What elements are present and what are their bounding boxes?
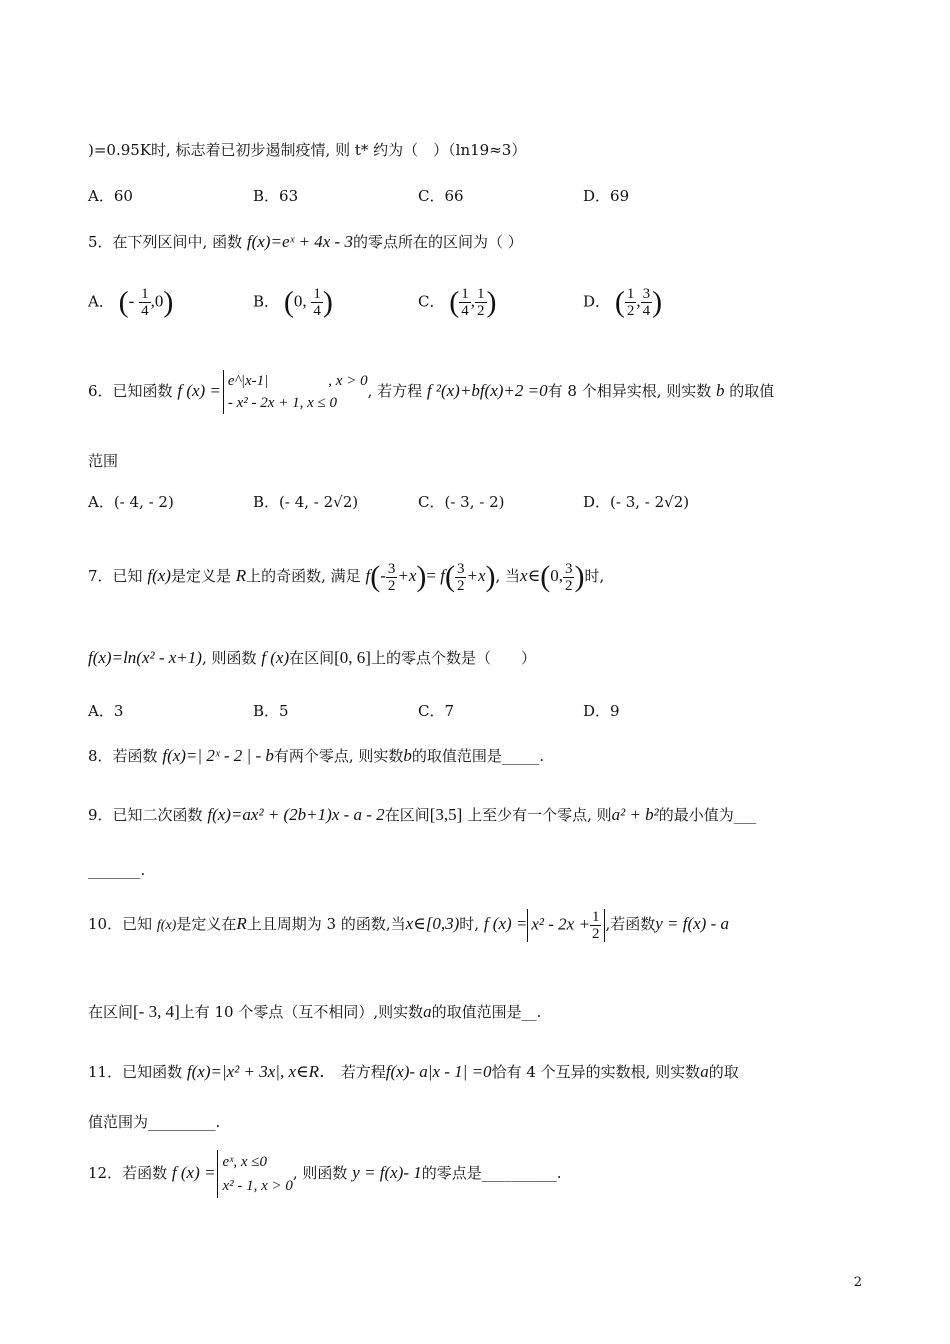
q10-number: 10． bbox=[88, 915, 123, 933]
q12-case2: x² - 1, x > 0 bbox=[222, 1178, 293, 1194]
q11-text: 已知函数 bbox=[122, 1063, 183, 1081]
q5-text: 在下列区间中, 函数 bbox=[112, 233, 243, 251]
q4-option-b: B．63 bbox=[253, 187, 299, 205]
q7-option-d: D．9 bbox=[583, 702, 620, 720]
q6-tail2: 的取值 bbox=[729, 382, 775, 400]
q10-t3: 时, bbox=[459, 915, 480, 933]
q10-f: f(x) bbox=[156, 918, 177, 933]
q7-t2: 上的奇函数, 满足 bbox=[246, 567, 361, 585]
q5-c-num1: 1 bbox=[461, 286, 469, 302]
q9-number: 9． bbox=[88, 806, 113, 824]
q5-d-num1: 1 bbox=[626, 286, 635, 302]
q9-expr: a² + b² bbox=[611, 805, 659, 824]
q5-b-den: 4 bbox=[313, 303, 321, 319]
q5-a-lp: - bbox=[128, 291, 135, 311]
q7-line2d: 上的零点个数是（ ） bbox=[370, 649, 536, 667]
q7-number: 7． bbox=[88, 567, 113, 585]
q9-tail2: 的最小值为___ bbox=[658, 806, 757, 824]
q5-option-a: A． (- $\frac{1}{4}$ ,0) bbox=[88, 285, 174, 319]
q5-d-label: D． bbox=[583, 292, 611, 311]
q7-text: 已知 bbox=[112, 567, 143, 585]
q6-tail: 有 8 个相异实根, 则实数 bbox=[547, 382, 712, 400]
q10-t2: 上且周期为 3 的函数,当 bbox=[246, 915, 406, 933]
q7-func: f(x)=ln(x² - x+1) bbox=[88, 648, 202, 667]
q10-interval: [- 3, 4] bbox=[133, 1002, 180, 1021]
q8-number: 8． bbox=[88, 747, 113, 765]
q12-text: 若函数 bbox=[122, 1164, 168, 1182]
q10-var-a: a bbox=[423, 1002, 432, 1021]
q8-tail: 有两个零点, 则实数 bbox=[273, 747, 404, 765]
q7-t4: 时, bbox=[584, 567, 605, 585]
q11-t3: 的取 bbox=[708, 1063, 739, 1081]
q10-line2b: 上有 10 个零点（互不相同）,则实数 bbox=[179, 1003, 424, 1021]
q6-text: 已知函数 bbox=[112, 382, 173, 400]
q5-c-sep: , bbox=[470, 291, 476, 311]
q10-line2 bbox=[88, 1002, 541, 1022]
q7-t1: 是定义是 bbox=[170, 567, 231, 585]
q9-mid: 在区间 bbox=[384, 806, 430, 824]
q7-line2c: 在区间 bbox=[289, 649, 335, 667]
q11-cond: , x∈R． bbox=[279, 1062, 336, 1081]
q6-mid: , 若方程 bbox=[367, 382, 423, 400]
q12-y: y = f(x)- 1 bbox=[352, 1163, 422, 1182]
q7-option-c: C．7 bbox=[418, 702, 455, 720]
q6-case2: - x² - 2x + 1, x ≤ 0 bbox=[227, 395, 337, 411]
q11-number: 11． bbox=[88, 1063, 123, 1081]
q7-stem: 7．已知 f(x)是定义是 R上的奇函数, 满足 f(- $\frac{3}{2}$ +x)= f( $\frac{3}{2}$ +x), 当x∈(0, $\frac{3}{2}$ )时, bbox=[88, 560, 605, 594]
q9-function: f(x)=ax² + (2b+1)x - a - 2 bbox=[207, 805, 385, 824]
q5-a-label: A． bbox=[88, 292, 114, 311]
page-number: 2 bbox=[853, 1275, 862, 1290]
q5-tail: 的零点所在的区间为（ ） bbox=[352, 233, 523, 251]
q5-c-den1: 4 bbox=[461, 303, 469, 319]
q5-a-den: 4 bbox=[141, 303, 149, 319]
q7-R: R bbox=[235, 566, 247, 585]
q7-option-a: A．3 bbox=[88, 702, 124, 720]
q10-text: 已知 bbox=[122, 915, 153, 933]
q5-option-b: B． (0, $\frac{1}{4}$ ) bbox=[253, 285, 333, 319]
q5-a-rest: ,0 bbox=[150, 291, 164, 311]
q6-equation: f ²(x)+bf(x)+2 =0 bbox=[426, 381, 548, 400]
q5-number: 5． bbox=[88, 233, 113, 251]
q7-line2b: , 则函数 bbox=[201, 649, 257, 667]
q7-option-b: B．5 bbox=[253, 702, 289, 720]
q9-interval: [3,5] bbox=[429, 805, 463, 824]
q4-option-d: D．69 bbox=[583, 187, 630, 205]
q6-var-b: b bbox=[716, 381, 725, 400]
q10-y: y = f(x) - a bbox=[655, 914, 730, 933]
q5-option-c: C． ( $\frac{1}{4}$ , $\frac{1}{2}$ ) bbox=[418, 285, 497, 319]
q12-t1: , 则函数 bbox=[292, 1164, 348, 1182]
q11-equation: f(x)- a|x - 1| =0 bbox=[385, 1062, 492, 1081]
q4-option-a: A．60 bbox=[88, 187, 133, 205]
q10-line2a: 在区间 bbox=[88, 1003, 134, 1021]
q5-b-lp: 0, bbox=[293, 291, 307, 311]
q9-stem bbox=[88, 805, 756, 825]
q11-t1: 若方程 bbox=[340, 1063, 386, 1081]
q10-stem: 10．已知 f(x)是定义在R上且周期为 3 的函数,当x∈[0,3)时, f (x) = x² - 2x + $\frac{1}{2}$ ,若函数y = f(x) - a bbox=[88, 908, 730, 942]
q8-tail2: 的取值范围是_____. bbox=[411, 747, 545, 765]
q5-c-label: C． bbox=[418, 292, 445, 311]
q10-cond: x∈[0,3) bbox=[405, 914, 460, 933]
q6-case1: e^|x-1| , x > 0 bbox=[227, 373, 368, 389]
q5-function: f(x)=eˣ + 4x - 3 bbox=[246, 232, 353, 251]
q8-var-b: b bbox=[403, 746, 412, 765]
q7-f: f(x) bbox=[147, 566, 171, 585]
q12-number: 12． bbox=[88, 1164, 123, 1182]
q10-line2c: 的取值范围是__. bbox=[431, 1003, 542, 1021]
q7-t3: , 当 bbox=[495, 567, 521, 585]
q6-option-c: C．(- 3, - 2) bbox=[418, 493, 505, 511]
intro-line bbox=[88, 140, 526, 160]
q5-d-den1: 2 bbox=[626, 303, 635, 319]
q10-t4: ,若函数 bbox=[605, 915, 656, 933]
q6-number: 6． bbox=[88, 382, 113, 400]
q10-t1: 是定义在 bbox=[176, 915, 237, 933]
q12-case1: eˣ, x ≤0 bbox=[222, 1154, 267, 1170]
intro-text: )=0.95K时, 标志着已初步遏制疫情, 则 t* 约为（ ）（ln19≈3） bbox=[88, 141, 527, 159]
q6-option-b: B．(- 4, - 2√2) bbox=[253, 493, 359, 511]
q6-stem: 6．已知函数 f (x) = e^|x-1| , x > 0 - x² - 2x + 1, x ≤ 0 , 若方程 f ²(x)+bf(x)+2 =0有 8 个相异实根, 则实数 b 的取值 bbox=[88, 370, 774, 414]
q5-b-label: B． bbox=[253, 292, 280, 311]
q6-option-a: A．(- 4, - 2) bbox=[88, 493, 174, 511]
q5-b-num: 1 bbox=[313, 286, 321, 302]
q9-cont: _______. bbox=[88, 861, 146, 879]
q5-stem bbox=[88, 232, 523, 252]
q11-stem bbox=[88, 1062, 739, 1082]
q12-t2: 的零点是__________. bbox=[421, 1164, 562, 1182]
q11-cont: 值范围为_________. bbox=[88, 1113, 221, 1131]
q8-stem bbox=[88, 746, 544, 766]
q9-tail: 上至少有一个零点, 则 bbox=[467, 806, 612, 824]
q11-function: f(x)=|x² + 3x| bbox=[186, 1062, 280, 1081]
q12-stem: 12．若函数 f (x) = eˣ, x ≤0 x² - 1, x > 0 , 则函数 y = f(x)- 1的零点是__________. bbox=[88, 1150, 562, 1198]
q4-option-c: C．66 bbox=[418, 187, 464, 205]
q8-text: 若函数 bbox=[112, 747, 158, 765]
q8-function: f(x)=| 2ˣ - 2 | - b bbox=[162, 746, 274, 765]
q7-interval: [0, 6] bbox=[334, 648, 371, 667]
q5-option-d: D． ( $\frac{1}{2}$ , $\frac{3}{4}$ ) bbox=[583, 285, 663, 319]
q10-R: R bbox=[236, 914, 247, 933]
q7-line2: f(x)=ln(x² - x+1), 则函数 f (x)在区间[0, 6]上的零点个数是（ ） bbox=[88, 648, 536, 667]
q6-option-d: D．(- 3, - 2√2) bbox=[583, 493, 690, 511]
q6-cont: 范围 bbox=[88, 452, 119, 470]
q11-t2: 恰有 4 个互异的实数根, 则实数 bbox=[491, 1063, 701, 1081]
q9-text: 已知二次函数 bbox=[112, 806, 203, 824]
q11-var-a: a bbox=[700, 1062, 709, 1081]
q5-a-num: 1 bbox=[141, 286, 149, 302]
